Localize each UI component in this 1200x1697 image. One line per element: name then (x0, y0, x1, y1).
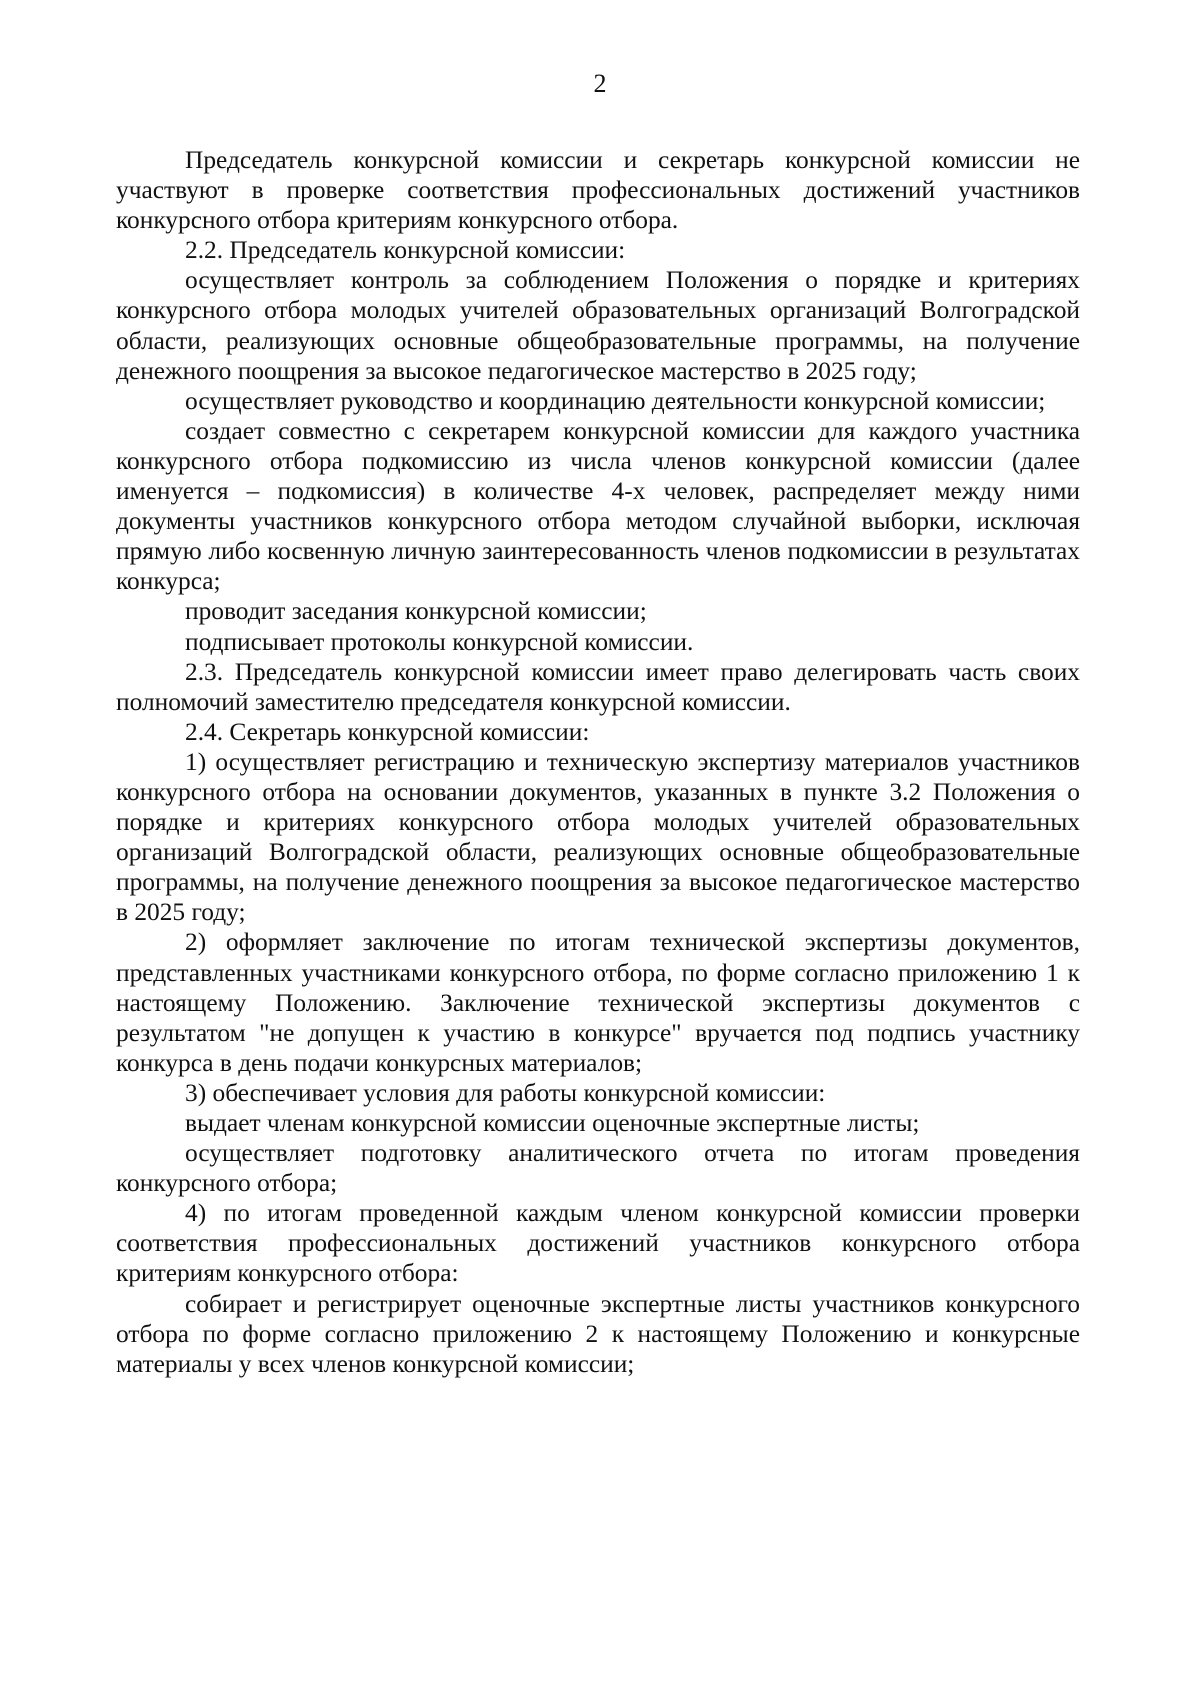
paragraph: 2.2. Председатель конкурсной комиссии: (185, 236, 626, 265)
paragraph: выдает членам конкурсной комиссии оценочные экспертные листы; (185, 1109, 920, 1137)
page-number: 2 (593, 69, 607, 98)
paragraph: 2.4. Секретарь конкурсной комиссии: (185, 717, 590, 746)
paragraph: проводит заседания конкурсной комиссии; (185, 597, 647, 626)
document-body (116, 145, 1080, 1379)
paragraph: 2.3. Председатель конкурсной комиссии имеет право делегировать часть своих полномочий заместителю председателя конкурсной комиссии. (116, 657, 1080, 716)
paragraph: 4) по итогам проведенной каждым членом конкурсной комиссии проверки соответствия профессиональных достижений участников конкурсного отбора критериям конкурсного отбора: (116, 1199, 1080, 1288)
paragraph: подписывает протоколы конкурсной комиссии. (185, 627, 694, 656)
paragraph: 2) оформляет заключение по итогам технической экспертизы документов, представленных участниками конкурсного отбора, по форме согласно приложению 1 к настоящему Положению. Заключение технической экспертизы документов с результатом "не допущен к участию в конкурсе" вручается под подпись участнику конкурса в день подачи конкурсных материалов; (116, 928, 1080, 1077)
paragraph: создает совместно с секретарем конкурсной комиссии для каждого участника конкурсного отбора подкомиссию из числа членов конкурсной комиссии (далее именуется – подкомиссия) в количестве 4-х человек, распределяет между ними документы участников конкурсного отбора методом случайной выборки, исключая прямую либо косвенную личную заинтересованность членов подкомиссии в результатах конкурса; (116, 416, 1080, 596)
paragraph: осуществляет руководство и координацию деятельности конкурсной комиссии; (185, 386, 1046, 415)
paragraph: 1) осуществляет регистрацию и техническую экспертизу материалов участников конкурсного отбора на основании документов, указанных в пункте 3.2 Положения о порядке и критериях конкурсного отбора молодых учителей образовательных организаций Волгоградской области, реализующих основные общеобразовательные программы, на получение денежного поощрения за высокое педагогическое мастерство в 2025 году; (116, 747, 1080, 927)
paragraph: Председатель конкурсной комиссии и секретарь конкурсной комиссии не участвуют в проверке соответствия профессиональных достижений участников конкурсного отбора критериям конкурсного отбора. (116, 146, 1080, 235)
paragraph: 3) обеспечивает условия для работы конкурсной комиссии: (185, 1078, 826, 1107)
paragraph: осуществляет контроль за соблюдением Положения о порядке и критериях конкурсного отбора молодых учителей образовательных организаций Волгоградской области, реализующих основные общеобразовательные программы, на получение денежного поощрения за высокое педагогическое мастерство в 2025 году; (116, 266, 1080, 385)
paragraph: осуществляет подготовку аналитического отчета по итогам проведения конкурсного отбора; (116, 1139, 1080, 1198)
paragraph: собирает и регистрирует оценочные экспертные листы участников конкурсного отбора по форме согласно приложению 2 к настоящему Положению и конкурсные материалы у всех членов конкурсной комиссии; (116, 1289, 1080, 1378)
